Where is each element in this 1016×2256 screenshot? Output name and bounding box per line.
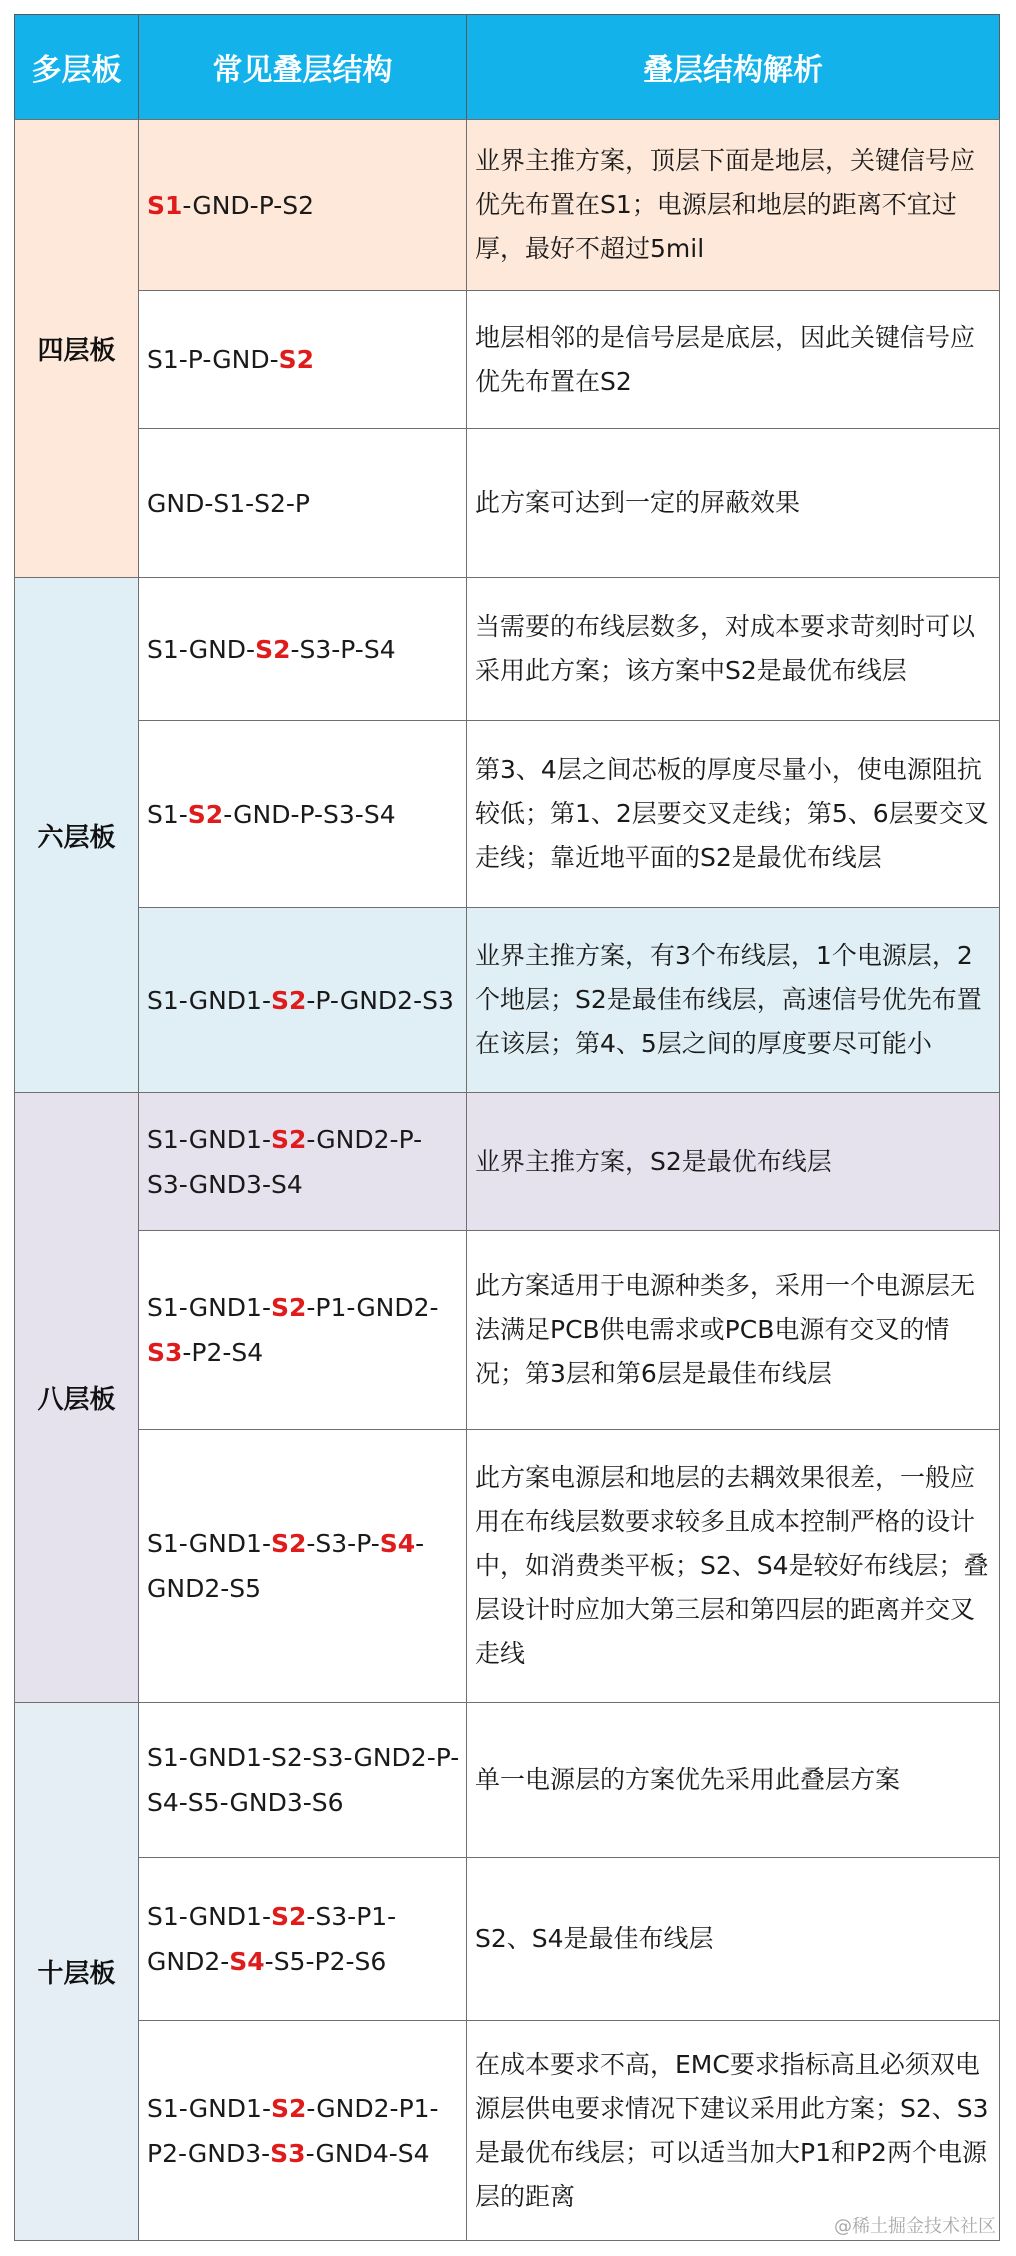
analysis-cell [466,290,1000,429]
watermark: @稀土掘金技术社区 [834,2216,996,2237]
analysis-text: 业界主推方案，S2是最优布线层 [475,1146,832,1176]
stackup-segment: -S3-P-S4 [290,634,396,664]
analysis-text: 地层相邻的是信号层是底层，因此关键信号应优先布置在S2 [475,322,976,396]
stackup-cell [138,1230,467,1430]
highlighted-layer: S2 [278,345,315,374]
stackup-segment: S1-GND1- [147,1902,271,1931]
group-cell-six-layer [14,577,139,1093]
stackup-cell [138,1092,467,1231]
highlighted-layer: S1 [147,190,183,220]
group-label: 十层板 [37,1959,116,1989]
header-board-type-label: 多层板 [31,53,122,88]
highlighted-layer: S2 [270,1124,307,1154]
stackup-text [147,1117,460,1207]
header-board-type [14,14,139,120]
stackup-text [147,627,396,672]
highlighted-layer: S2 [270,1529,307,1558]
stackup-cell [138,1702,467,1858]
analysis-text: 业界主推方案，顶层下面是地层，关键信号应优先布置在S1；电源层和地层的距离不宜过厚，最好不超过5mil [475,146,976,263]
highlighted-layer: S3 [147,1338,183,1367]
stackup-segment: S1- [147,799,188,829]
highlighted-layer: S4 [229,1947,265,1976]
analysis-cell [466,907,1000,1093]
analysis-cell [466,1429,1000,1703]
stackup-text [147,1894,460,1984]
group-cell-eight-layer [14,1092,139,1703]
analysis-cell [466,720,1000,908]
stackup-cell [138,907,467,1093]
analysis-text: 第3、4层之间芯板的厚度尽量小，使电源阻抗较低；第1、2层要交叉走线；第5、6层要交叉走线；靠近地平面的S2是最优布线层 [475,755,989,872]
group-label: 八层板 [37,1385,116,1415]
header-stackup [138,14,467,120]
highlighted-layer: S4 [379,1529,416,1558]
highlighted-layer: S2 [270,1293,307,1322]
stackup-segment: -P1-GND2- [306,1293,439,1322]
stackup-text [147,481,310,526]
stackup-cell [138,720,467,908]
highlighted-layer: S2 [270,1902,307,1931]
analysis-text: 单一电源层的方案优先采用此叠层方案 [475,1765,901,1794]
stackup-text [147,1521,460,1611]
stackup-segment: S1-GND1- [147,2093,271,2123]
analysis-text: 业界主推方案，有3个布线层，1个电源层，2个地层；S2是最佳布线层，高速信号优先布置在该层；第4、5层之间的厚度要尽可能小 [475,941,982,1058]
highlighted-layer: S2 [255,634,291,664]
analysis-text: S2、S4是最佳布线层 [475,1924,714,1953]
analysis-cell [466,1092,1000,1231]
stackup-segment: S1-GND1- [147,1293,271,1322]
stackup-cell [138,428,467,578]
stackup-segment: -GND-P-S3-S4 [223,799,396,829]
stackup-segment: S1-GND1- [147,985,271,1015]
group-label: 六层板 [37,822,116,853]
stackup-segment: S1-GND1- [147,1529,271,1558]
stackup-segment: -P2-S4 [182,1338,264,1367]
analysis-text: 在成本要求不高，EMC要求指标高且必须双电源层供电要求情况下建议采用此方案；S2、S3是最优布线层；可以适当加大P1和P2两个电源层的距离 [475,2049,989,2211]
analysis-text: 此方案电源层和地层的去耦效果很差，一般应用在布线层数要求较多且成本控制严格的设计中，如消费类平板；S2、S4是较好布线层；叠层设计时应加大第三层和第四层的距离并交叉走线 [475,1463,989,1668]
header-analysis-label: 叠层结构解析 [643,53,823,88]
analysis-cell [466,1702,1000,1858]
stackup-segment: -GND2-P-S3-GND3-S4 [147,1124,423,1199]
stackup-segment: GND-S1-S2-P [147,488,311,518]
stackup-segment: -GND2-S5 [147,1529,425,1603]
stackup-text [147,337,314,382]
stackup-segment: -S3-P1-GND2- [147,1902,397,1976]
stackup-text [147,978,454,1023]
group-label: 四层板 [37,336,116,366]
group-cell-four-layer [14,119,139,578]
header-analysis [466,14,1000,120]
stackup-segment: -S3-P- [306,1529,380,1558]
highlighted-layer: S2 [270,2093,307,2123]
stackup-cell [138,290,467,429]
analysis-cell [466,1857,1000,2021]
stackup-cell [138,119,467,291]
group-cell-ten-layer [14,1702,139,2241]
stackup-segment: -GND2-P1-P2-GND3- [147,2093,439,2168]
stackup-text [147,792,396,837]
stackup-cell [138,1429,467,1703]
analysis-text: 当需要的布线层数多，对成本要求苛刻时可以采用此方案；该方案中S2是最优布线层 [475,612,976,685]
highlighted-layer: S2 [270,985,307,1015]
stackup-cell [138,577,467,721]
stackup-segment: -P-GND2-S3 [306,985,454,1015]
stackup-cell [138,1857,467,2021]
analysis-cell [466,119,1000,291]
stackup-segment: S1-GND1-S2-S3-GND2-P-S4-S5-GND3-S6 [147,1743,460,1817]
stackup-segment: -GND-P-S2 [182,190,315,220]
highlighted-layer: S2 [187,799,224,829]
stackup-cell [138,2020,467,2241]
stackup-text [147,183,314,228]
stackup-segment: S1-GND- [147,634,256,664]
analysis-text: 此方案可达到一定的屏蔽效果 [475,488,801,517]
highlighted-layer: S3 [270,2138,306,2168]
stackup-segment: -GND4-S4 [305,2138,430,2168]
stackup-table [14,14,1000,2240]
analysis-cell [466,428,1000,578]
analysis-text: 此方案适用于电源种类多，采用一个电源层无法满足PCB供电需求或PCB电源有交叉的情况；第3层和第6层是最佳布线层 [475,1271,976,1388]
analysis-cell [466,577,1000,721]
header-stackup-label: 常见叠层结构 [212,53,393,88]
stackup-segment: S1-P-GND- [147,345,279,374]
analysis-cell [466,1230,1000,1430]
stackup-text [147,1735,460,1825]
stackup-text [147,2086,460,2176]
stackup-segment: S1-GND1- [147,1124,271,1154]
stackup-text [147,1285,460,1375]
stackup-segment: -S5-P2-S6 [264,1947,387,1976]
analysis-cell [466,2020,1000,2241]
